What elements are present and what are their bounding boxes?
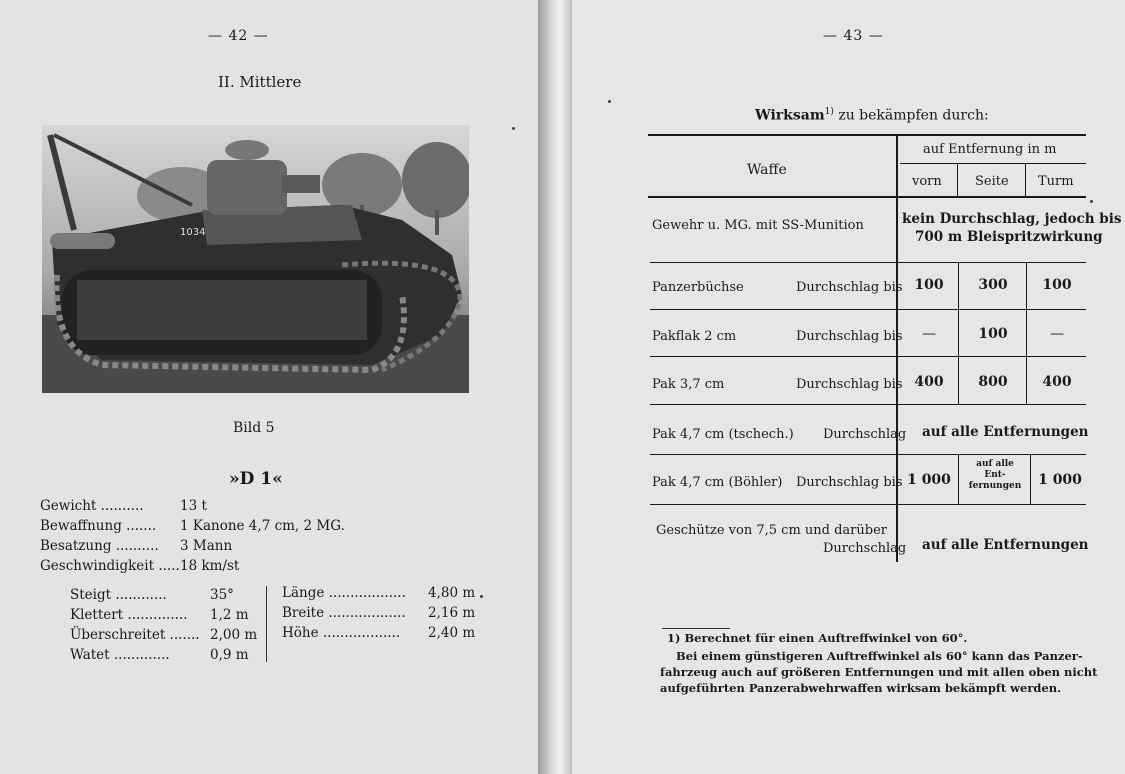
tank-photo-image: [42, 125, 469, 393]
value-side: 300: [978, 277, 1008, 293]
header-weapon: Waffe: [747, 162, 787, 178]
header-front: vorn: [912, 174, 942, 189]
table-rule-top: [648, 134, 1086, 136]
row-merged-line1: auf alle Entfernungen: [922, 537, 1089, 553]
table-col-line: [1030, 454, 1031, 504]
speck: [608, 100, 611, 103]
table-rule: [650, 309, 1086, 310]
speck: [512, 127, 515, 130]
value-side: 100: [978, 326, 1008, 342]
value-turret: 100: [1042, 277, 1072, 293]
row-weapon: Gewehr u. MG. mit SS-Munition: [652, 218, 864, 233]
table-col-line: [958, 454, 959, 504]
row-effect: Durchschlag bis: [796, 280, 903, 295]
figure-caption: Bild 5: [233, 420, 275, 436]
page-number-right: — 43 —: [823, 28, 884, 44]
value-turret: —: [1050, 326, 1064, 342]
dim-height: Höhe .................. 2,40 m: [282, 625, 476, 641]
row-merged-line1: kein Durchschlag, jedoch bis: [902, 211, 1122, 227]
value-front: 400: [914, 374, 944, 390]
value-side: 800: [978, 374, 1008, 390]
row-weapon: Pak 3,7 cm: [652, 377, 725, 392]
table-col-line: [1025, 163, 1026, 196]
row-effect: Durchschlag bis: [796, 475, 903, 490]
perf-trench: Überschreitet ....... 2,00 m: [70, 627, 258, 643]
footnote-line: 1) Berechnet für einen Auftreffwinkel von 60°.: [667, 631, 968, 645]
model-name: »D 1«: [229, 469, 283, 489]
section-heading: II. Mittlere: [218, 73, 302, 91]
table-rule-header: [648, 196, 1086, 198]
table-col-line: [957, 163, 958, 196]
row-effect: Durchschlag: [823, 427, 907, 442]
row-weapon: Pakflak 2 cm: [652, 329, 737, 344]
perf-climb: Steigt ............ 35°: [70, 587, 234, 603]
row-weapon: Geschütze von 7,5 cm und darüber: [656, 523, 887, 538]
row-merged-line2: 700 m Bleispritzwirkung: [915, 229, 1103, 245]
row-effect: Durchschlag bis: [796, 377, 903, 392]
row-effect: Durchschlag: [823, 541, 907, 556]
header-turret: Turm: [1038, 174, 1074, 189]
header-side: Seite: [975, 174, 1009, 189]
spec-armament: Bewaffnung ....... 1 Kanone 4,7 cm, 2 MG.: [40, 518, 345, 534]
row-weapon: Pak 4,7 cm (tschech.): [652, 427, 794, 442]
page-number-left: — 42 —: [208, 28, 269, 44]
table-col-line: [896, 134, 898, 562]
perf-ford: Watet ............. 0,9 m: [70, 647, 249, 663]
spec-divider: [266, 586, 267, 662]
table-col-line: [1026, 262, 1027, 404]
row-merged-line1: auf alle Entfernungen: [922, 424, 1089, 440]
spec-crew: Besatzung .......... 3 Mann: [40, 538, 233, 554]
footnote-line: aufgeführten Panzerabwehrwaffen wirksam bekämpft werden.: [660, 681, 1062, 695]
row-weapon: Pak 4,7 cm (Böhler): [652, 475, 783, 490]
table-col-line: [958, 262, 959, 404]
speck: [480, 595, 483, 598]
table-title: Wirksam$^{1)}$ zu bekämpfen durch:: [755, 107, 989, 124]
table-rule: [650, 404, 1086, 405]
perf-step: Klettert .............. 1,2 m: [70, 607, 249, 623]
dim-width: Breite .................. 2,16 m: [282, 605, 476, 621]
table-rule: [650, 454, 1086, 455]
footnote-rule: [662, 628, 730, 629]
table-rule: [650, 504, 1086, 505]
tank-photo: [42, 125, 469, 393]
row-weapon: Panzerbüchse: [652, 280, 744, 295]
table-rule: [650, 356, 1086, 357]
value-front: 100: [914, 277, 944, 293]
value-front: 1 000: [907, 472, 951, 488]
footnote-line: Bei einem günstigeren Auftreffwinkel als 60° kann das Panzer-: [676, 649, 1083, 663]
dim-length: Länge .................. 4,80 m: [282, 585, 476, 601]
value-turret: 400: [1042, 374, 1072, 390]
footnote-line: fahrzeug auch auf größeren Entfernungen und mit allen oben nicht: [660, 665, 1098, 679]
row-effect: Durchschlag bis: [796, 329, 903, 344]
header-range: auf Entfernung in m: [923, 142, 1057, 157]
speck: [1090, 200, 1093, 203]
spec-weight: Gewicht .......... 13 t: [40, 498, 207, 514]
spec-speed: Geschwindigkeit .....18 km/st: [40, 558, 240, 574]
value-turret: 1 000: [1038, 472, 1082, 488]
tank-number: 1034: [180, 227, 206, 238]
value-side-multiline: auf alle Ent- fernungen: [968, 459, 1022, 491]
value-front: —: [922, 326, 936, 342]
table-rule-range: [900, 163, 1086, 164]
table-rule: [650, 262, 1086, 263]
